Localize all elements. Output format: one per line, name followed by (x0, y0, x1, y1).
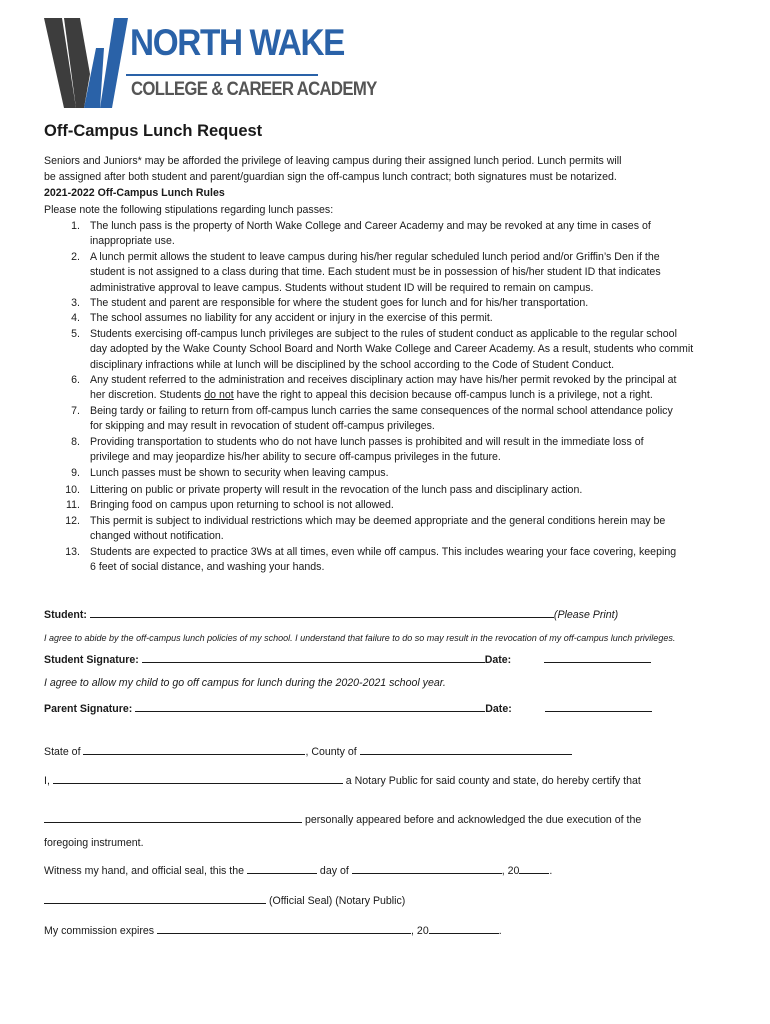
rule-text: changed without notification. (90, 530, 224, 543)
stipulations-intro: Please note the following stipulations regarding lunch passes: (44, 204, 334, 216)
witness-month-field[interactable] (352, 862, 502, 874)
appeared-name-field[interactable] (44, 811, 302, 823)
commission-year-field[interactable] (429, 922, 499, 934)
student-date-field[interactable] (544, 651, 651, 663)
rule-item (44, 327, 734, 373)
appeared-text: personally appeared before and acknowledged the due execution of the (304, 814, 642, 826)
rule-text: This permit is subject to individual restrictions which may be deemed appropriate and the general conditions herein may be (90, 514, 666, 527)
rule-number: 1. (71, 220, 80, 232)
commission-date-field[interactable] (157, 922, 411, 934)
student-signature-field[interactable] (142, 651, 485, 663)
rule-item (44, 435, 734, 466)
parent-signature-label: Parent Signature: (44, 703, 133, 715)
parent-date-field[interactable] (545, 700, 652, 712)
commission-period: . (498, 925, 502, 937)
rule-6-text-pre: her discretion. Students (90, 389, 205, 402)
appeared-row (44, 811, 641, 828)
county-field[interactable] (360, 743, 572, 755)
rule-item (44, 296, 734, 311)
witness-row (44, 862, 552, 879)
rule-text: Being tardy or failing to return from off-campus lunch carries the same consequences of the normal school attendance policy (90, 404, 673, 417)
notary-name-field[interactable] (53, 772, 343, 784)
notary-signature-field[interactable] (44, 892, 266, 904)
rule-text: A lunch permit allows the student to leave campus during his/her regular scheduled lunch period and/or Griffin’s Den if the (90, 250, 660, 263)
rule-item (44, 404, 734, 435)
rule-text: The school assumes no liability for any accident or injury in the exercise of this permit. (90, 312, 493, 325)
rule-item (44, 219, 734, 250)
state-label: State of (44, 746, 81, 758)
commission-row (44, 922, 502, 939)
rule-number: 4. (71, 312, 80, 325)
rule-number: 7. (71, 404, 80, 417)
witness-day-field[interactable] (247, 862, 317, 874)
student-name-row (44, 606, 618, 623)
rule-number: 12. (65, 514, 80, 527)
rule-text: for skipping and may result in revocation of student off-campus privileges. (90, 420, 435, 433)
rule-text: Students exercising off-campus lunch privileges are subject to the rules of student conduct as applicable to the regular school (90, 327, 677, 340)
rule-text: The lunch pass is the property of North Wake College and Career Academy and may be revoked at any time in cases of (90, 220, 651, 232)
rule-number: 13. (65, 545, 80, 558)
rules-heading: 2021-2022 Off-Campus Lunch Rules (44, 187, 225, 199)
rule-number: 9. (71, 466, 80, 479)
rule-item (44, 311, 734, 326)
intro-line-1: Seniors and Juniors* may be afforded the privilege of leaving campus during their assigned lunch period. Lunch permits will (44, 155, 622, 167)
rule-text: privilege and may jeopardize his/her ability to secure off-campus privileges in the future. (90, 451, 501, 464)
student-signature-label: Student Signature: (44, 654, 139, 666)
brand-name: NORTH WAKE (130, 22, 345, 63)
page-title: Off-Campus Lunch Request (44, 122, 263, 140)
rule-item (44, 514, 734, 545)
student-name-field[interactable] (90, 606, 554, 618)
county-label: , County of (305, 746, 357, 758)
rule-text: administrative approval to leave campus. Students without student ID will be required to remain on campus. (90, 281, 594, 294)
rule-text: Students are expected to practice 3Ws at all times, even while off campus. This includes wearing your face covering, keeping (90, 545, 677, 558)
rule-number: 10. (65, 483, 80, 496)
rule-6-underlined: do not (204, 389, 234, 402)
witness-text: Witness my hand, and official seal, this the (44, 865, 245, 877)
foregoing-instrument: foregoing instrument. (44, 837, 144, 849)
parent-signature-field[interactable] (135, 700, 485, 712)
student-agreement: I agree to abide by the off-campus lunch policies of my school. I understand that failure to do so may result in the revocation of my off-campus lunch privileges. (44, 633, 676, 643)
day-of-label: day of (319, 865, 349, 877)
notary-public-text: a Notary Public for said county and state, do hereby certify that (345, 775, 641, 787)
rule-item (44, 483, 734, 498)
rules-list (44, 219, 734, 575)
brand-divider (126, 74, 318, 76)
rule-item (44, 545, 734, 576)
rule-number: 2. (71, 250, 80, 263)
rule-text: day adopted by the Wake County School Board and North Wake College and Career Academy. As a result, students who commit (90, 343, 694, 356)
official-seal-label: (Official Seal) (Notary Public) (268, 895, 406, 907)
rule-text: 6 feet of social distance, and washing your hands. (90, 560, 325, 573)
rule-text: disciplinary infractions while at lunch will be disciplined by the school according to the Code of Student Conduct. (90, 358, 615, 371)
please-print-note: (Please Print) (553, 609, 619, 621)
rule-text: The student and parent are responsible for where the student goes for lunch and for his/her transportation. (90, 297, 589, 310)
rule-item (44, 250, 734, 296)
notary-state-row (44, 743, 572, 760)
witness-year-field[interactable] (519, 862, 549, 874)
parent-signature-row (44, 700, 652, 717)
commission-year-prefix: , 20 (411, 925, 429, 937)
witness-year-prefix: , 20 (501, 865, 520, 877)
rule-number: 8. (71, 435, 80, 448)
student-date-label: Date: (484, 654, 512, 666)
rule-number: 3. (71, 297, 80, 310)
rule-item (44, 373, 734, 404)
brand-subname: COLLEGE & CAREER ACADEMY (131, 78, 377, 100)
state-field[interactable] (83, 743, 305, 755)
rule-number: 11. (66, 499, 80, 512)
official-seal-row (44, 892, 405, 909)
rule-text (90, 388, 734, 403)
rule-6-text-post: have the right to appeal this decision because off-campus lunch is a privilege, not a right. (233, 389, 653, 402)
parent-date-label: Date: (485, 703, 512, 715)
rule-item (44, 498, 734, 513)
rule-text: Any student referred to the administration and receives disciplinary action may have his/her permit revoked by the principal at (90, 374, 677, 387)
rule-text: Lunch passes must be shown to security when leaving campus. (90, 466, 389, 479)
rule-number: 6. (71, 374, 80, 387)
commission-label: My commission expires (44, 925, 155, 937)
intro-line-2: be assigned after both student and parent/guardian sign the off-campus lunch contract; both signatures must be notarized. (44, 171, 617, 183)
witness-period: . (549, 865, 553, 877)
rule-number: 5. (71, 327, 80, 340)
rule-text: Providing transportation to students who do not have lunch passes is prohibited and will result in the immediate loss of (90, 435, 644, 448)
rule-text: Littering on public or private property will result in the revocation of the lunch pass and disciplinary action. (90, 483, 583, 496)
logo-w-right (100, 18, 128, 108)
student-label: Student: (44, 609, 87, 621)
parent-agreement: I agree to allow my child to go off campus for lunch during the 2020-2021 school year. (44, 677, 446, 689)
rule-item (44, 466, 734, 481)
notary-public-row (44, 772, 641, 789)
rule-text: inappropriate use. (90, 235, 175, 248)
rule-text: student is not assigned to a class during that time. Each student must be in possession of his/her student ID that indicates (90, 266, 661, 279)
i-label: I, (44, 775, 50, 787)
student-signature-row (44, 651, 651, 668)
rule-text: Bringing food on campus upon returning to school is not allowed. (90, 499, 394, 512)
